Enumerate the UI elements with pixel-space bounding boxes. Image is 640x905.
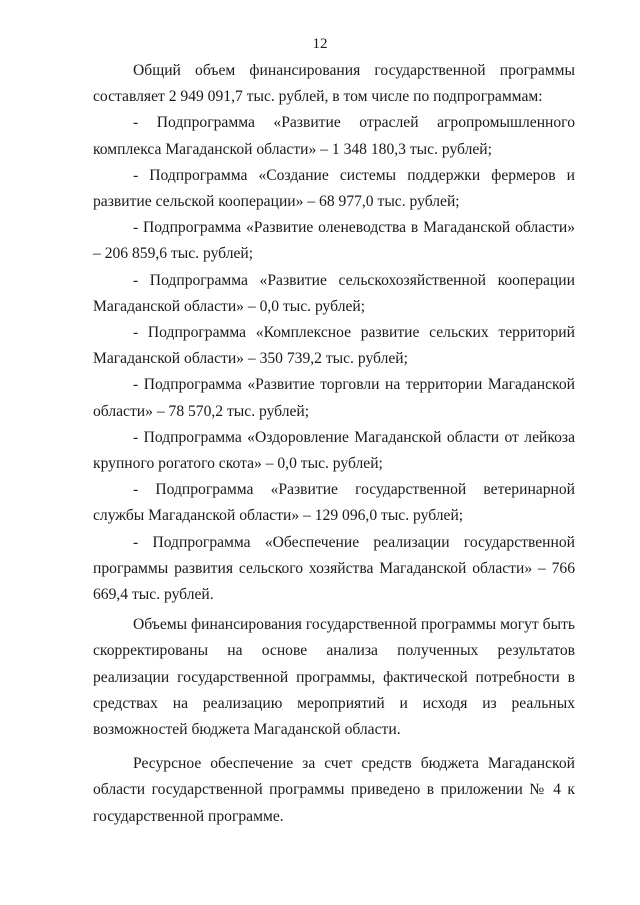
list-item-subprogram-rural-territories: - Подпрограмма «Комплексное развитие сельских территорий Магаданской области» – 350 739,2 тыс. рублей; [93, 324, 575, 368]
list-item-subprogram-leukosis: - Подпрограмма «Оздоровление Магаданской области от лейкоза крупного рогатого скота» – 0,0 тыс. рублей; [93, 428, 575, 473]
paragraph-resource-provision: Ресурсное обеспечение за счет средств бюджета Магаданской области государственной программы приведено в приложении № 4 к государственной программе. [93, 755, 575, 825]
paragraph-financing-adjustment: Объемы финансирования государственной программы могут быть скорректированы на основе анализа полученных результатов реализации государственной программы, фактической потребности в средствах на реализацию мероприятий и исходя из реальных возможностей бюджета Магаданской области. [93, 616, 575, 739]
list-item-subprogram-program-support: - Подпрограмма «Обеспечение реализации государственной программы развития сельского хозяйства Магаданской области» – 766 669,4 тыс. рублей. [93, 533, 575, 604]
list-item-subprogram-farmers-support: - Подпрограмма «Создание системы поддержки фермеров и развитие сельской кооперации» – 68 977,0 тыс. рублей; [93, 166, 575, 211]
list-item-subprogram-agricultural-cooperation: - Подпрограмма «Развитие сельскохозяйственной кооперации Магаданской области» – 0,0 тыс. рублей; [93, 271, 575, 315]
list-item-subprogram-reindeer-herding: - Подпрограмма «Развитие оленеводства в Магаданской области» – 206 859,6 тыс. рублей; [93, 219, 575, 263]
list-item-subprogram-trade: - Подпрограмма «Развитие торговли на территории Магаданской области» – 78 570,2 тыс. рублей; [93, 376, 575, 420]
list-item-subprogram-agroindustrial: - Подпрограмма «Развитие отраслей агропромышленного комплекса Магаданской области» – 1 348 180,3 тыс. рублей; [93, 114, 575, 158]
page-number: 12 [312, 36, 328, 52]
list-item-subprogram-veterinary: - Подпрограмма «Развитие государственной ветеринарной службы Магаданской области» – 129 096,0 тыс. рублей; [93, 481, 575, 525]
document-body [93, 58, 575, 830]
paragraph-total-financing: Общий объем финансирования государственной программы составляет 2 949 091,7 тыс. рублей, в том числе по подпрограммам: [93, 62, 575, 106]
